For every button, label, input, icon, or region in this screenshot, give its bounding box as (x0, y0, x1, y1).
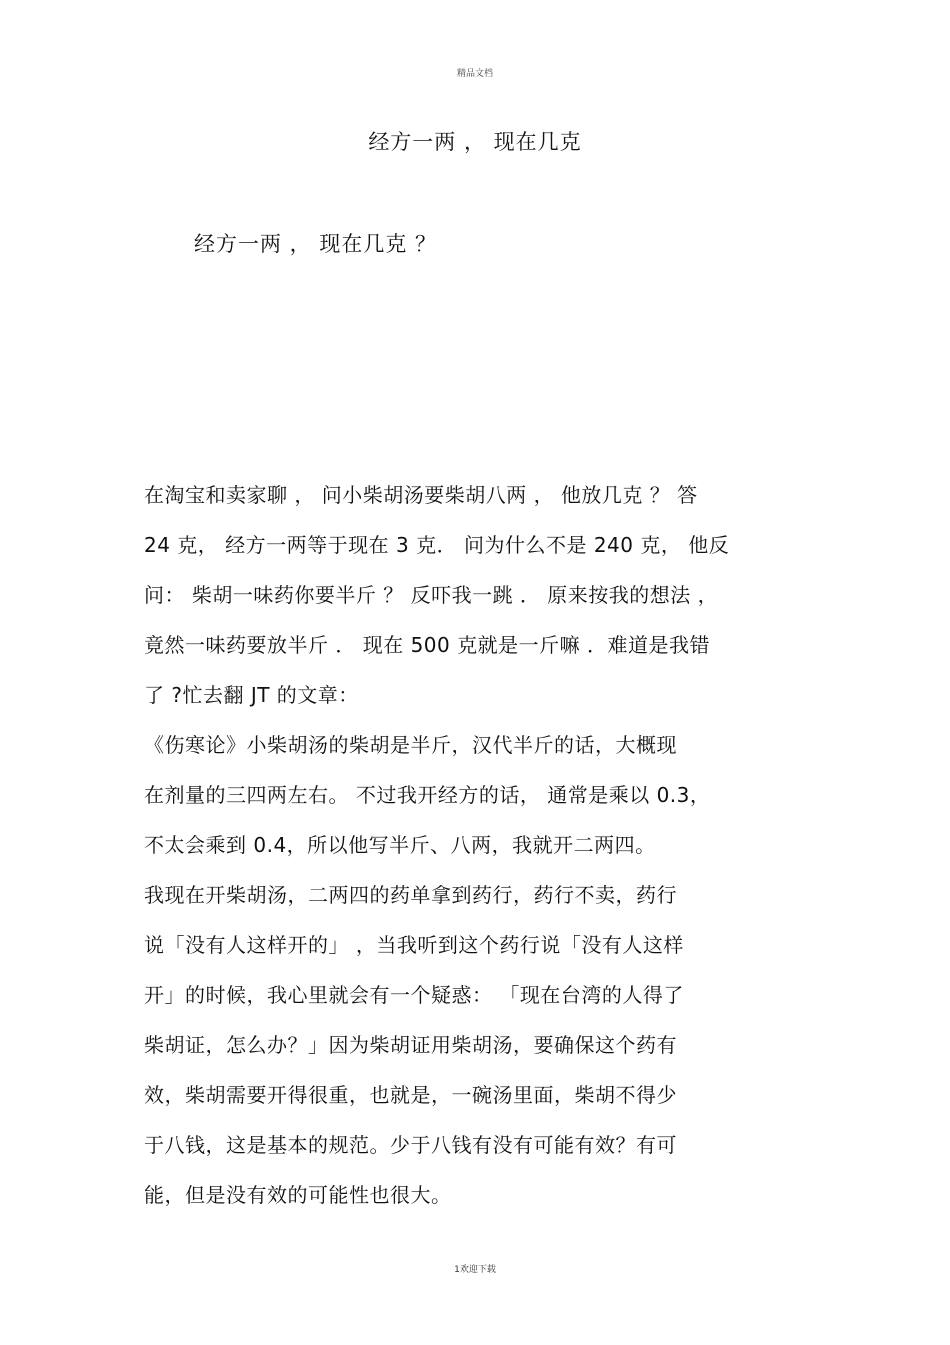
page-number: 1 (454, 1265, 460, 1275)
body-line: 开」的时候，我心里就会有一个疑惑： 「现在台湾的人得了 (144, 983, 684, 1007)
body-line: 《伤寒论》小柴胡汤的柴胡是半斤，汉代半斤的话，大概现 (144, 733, 677, 757)
body-line: 柴胡证，怎么办？」因为柴胡证用柴胡汤，要确保这个药有 (144, 1033, 677, 1057)
body-line: 问： 柴胡一味药你要半斤 ？ 反吓我一跳 ． 原来按我的想法 ， (144, 583, 719, 607)
body-line: 能，但是没有效的可能性也很大。 (144, 1183, 452, 1207)
page-footer (0, 1262, 950, 1275)
body-line: 于八钱，这是基本的规范。少于八钱有没有可能有效？有可 (144, 1133, 677, 1157)
body-line: 说「没有人这样开的」 ，当我听到这个药行说「没有人这样 (144, 933, 684, 957)
document-title: 经方一两 ， 现在几克 (368, 130, 582, 154)
body-line: 我现在开柴胡汤，二两四的药单拿到药行，药行不卖，药行 (144, 883, 677, 907)
body-line: 效，柴胡需要开得很重，也就是，一碗汤里面，柴胡不得少 (144, 1083, 677, 1107)
document-subtitle: 经方一两 ， 现在几克 ？ (194, 232, 438, 256)
page-header: 精品文档 (456, 69, 493, 79)
footer-text: 欢迎下载 (459, 1265, 496, 1275)
body-line: 24 克， 经方一两等于现在 3 克． 问为什么不是 240 克， 他反 (144, 533, 730, 557)
body-line: 竟然一味药要放半斤 ． 现在 500 克就是一斤嘛 ．难道是我错 (144, 633, 710, 657)
body-line: 不太会乘到 0.4，所以他写半斤、八两，我就开二两四。 (144, 833, 656, 857)
body-line: 在淘宝和卖家聊 ， 问小柴胡汤要柴胡八两 ， 他放几克 ？ 答 (144, 483, 698, 507)
body-line: 了 ?忙去翻 JT 的文章： (144, 683, 359, 707)
body-line: 在剂量的三四两左右。 不过我开经方的话， 通常是乘以 0.3， (144, 783, 711, 807)
